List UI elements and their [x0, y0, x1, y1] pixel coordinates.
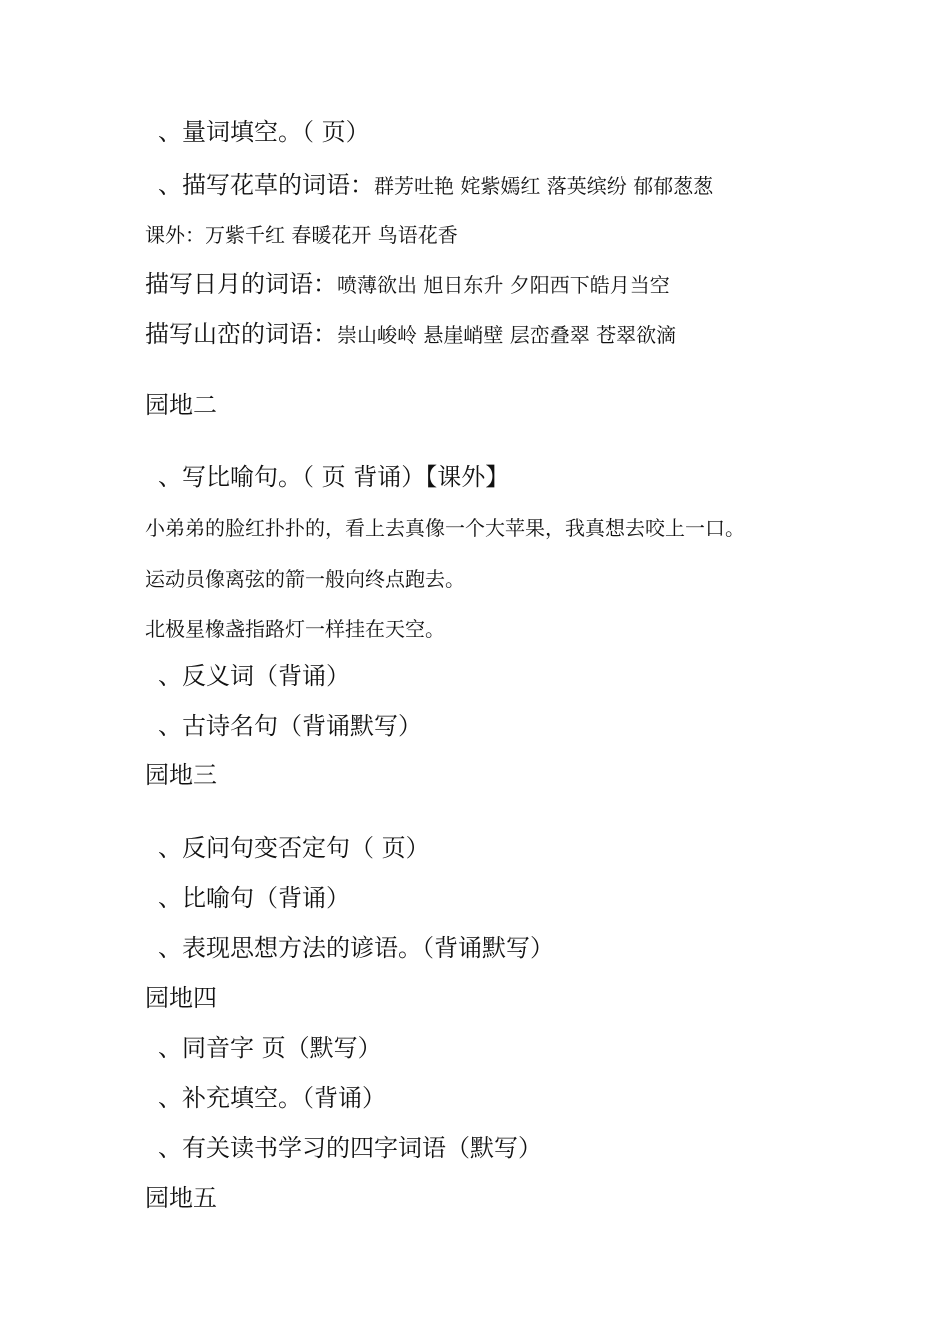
item-text: 、反义词（背诵）: [158, 662, 350, 690]
item-words: 群芳吐艳 姹紫嫣红 落英缤纷 郁郁葱葱: [374, 174, 714, 198]
section-title: 园地三: [145, 761, 217, 789]
item-text: 、量词填空。（ 页）: [158, 118, 370, 146]
item-measure-words: [158, 120, 370, 144]
item-words: 崇山峻岭 悬崖峭壁 层峦叠翠 苍翠欲滴: [337, 323, 677, 347]
item-text: 运动员像离弦的箭一般向终点跑去。: [145, 567, 465, 591]
example-sentence: [145, 569, 465, 589]
item-antonyms: [158, 664, 350, 688]
mountain-words: [145, 322, 676, 346]
item-words: 喷薄欲出 旭日东升 夕阳西下皓月当空: [337, 273, 670, 297]
item-text: 、同音字 页（默写）: [158, 1034, 382, 1062]
section-heading-garden-2: [145, 393, 217, 417]
section-title: 园地五: [145, 1184, 217, 1212]
item-text: 、反问句变否定句（ 页）: [158, 834, 430, 862]
item-fill-in: [158, 1086, 386, 1110]
item-text: 、比喻句（背诵）: [158, 884, 350, 912]
item-flower-words: [158, 173, 713, 197]
section-heading-garden-4: [145, 986, 217, 1010]
item-text: 、表现思想方法的谚语。（背诵默写）: [158, 934, 554, 962]
section-heading-garden-5: [145, 1186, 217, 1210]
item-heading: 描写山峦的词语：: [145, 320, 337, 348]
item-heading: 描写日月的词语：: [145, 270, 337, 298]
item-text: 课外：万紫千红 春暖花开 鸟语花香: [145, 223, 458, 247]
extracurricular-words: [145, 225, 458, 245]
item-text: 小弟弟的脸红扑扑的，看上去真像一个大苹果，我真想去咬上一口。: [145, 516, 745, 540]
item-text: 、有关读书学习的四字词语（默写）: [158, 1134, 542, 1162]
item-metaphor: [158, 465, 509, 489]
section-heading-garden-3: [145, 763, 217, 787]
example-sentence: [145, 518, 745, 538]
item-tag: 【课外】: [425, 463, 510, 491]
section-title: 园地二: [145, 391, 217, 419]
section-title: 园地四: [145, 984, 217, 1012]
item-simile: [158, 886, 350, 910]
item-homophones: [158, 1036, 382, 1060]
item-reading-idioms: [158, 1136, 542, 1160]
item-text: 、古诗名句（背诵默写）: [158, 712, 422, 740]
item-rhetorical-question: [158, 836, 430, 860]
sun-moon-words: [145, 272, 670, 296]
item-poetry: [158, 714, 422, 738]
item-heading: 、描写花草的词语：: [158, 171, 374, 199]
example-sentence: [145, 619, 445, 639]
item-text: 北极星橡盏指路灯一样挂在天空。: [145, 617, 445, 641]
item-proverbs: [158, 936, 554, 960]
item-heading: 、写比喻句。（ 页 背诵）: [158, 463, 426, 491]
item-text: 、补充填空。（背诵）: [158, 1084, 386, 1112]
